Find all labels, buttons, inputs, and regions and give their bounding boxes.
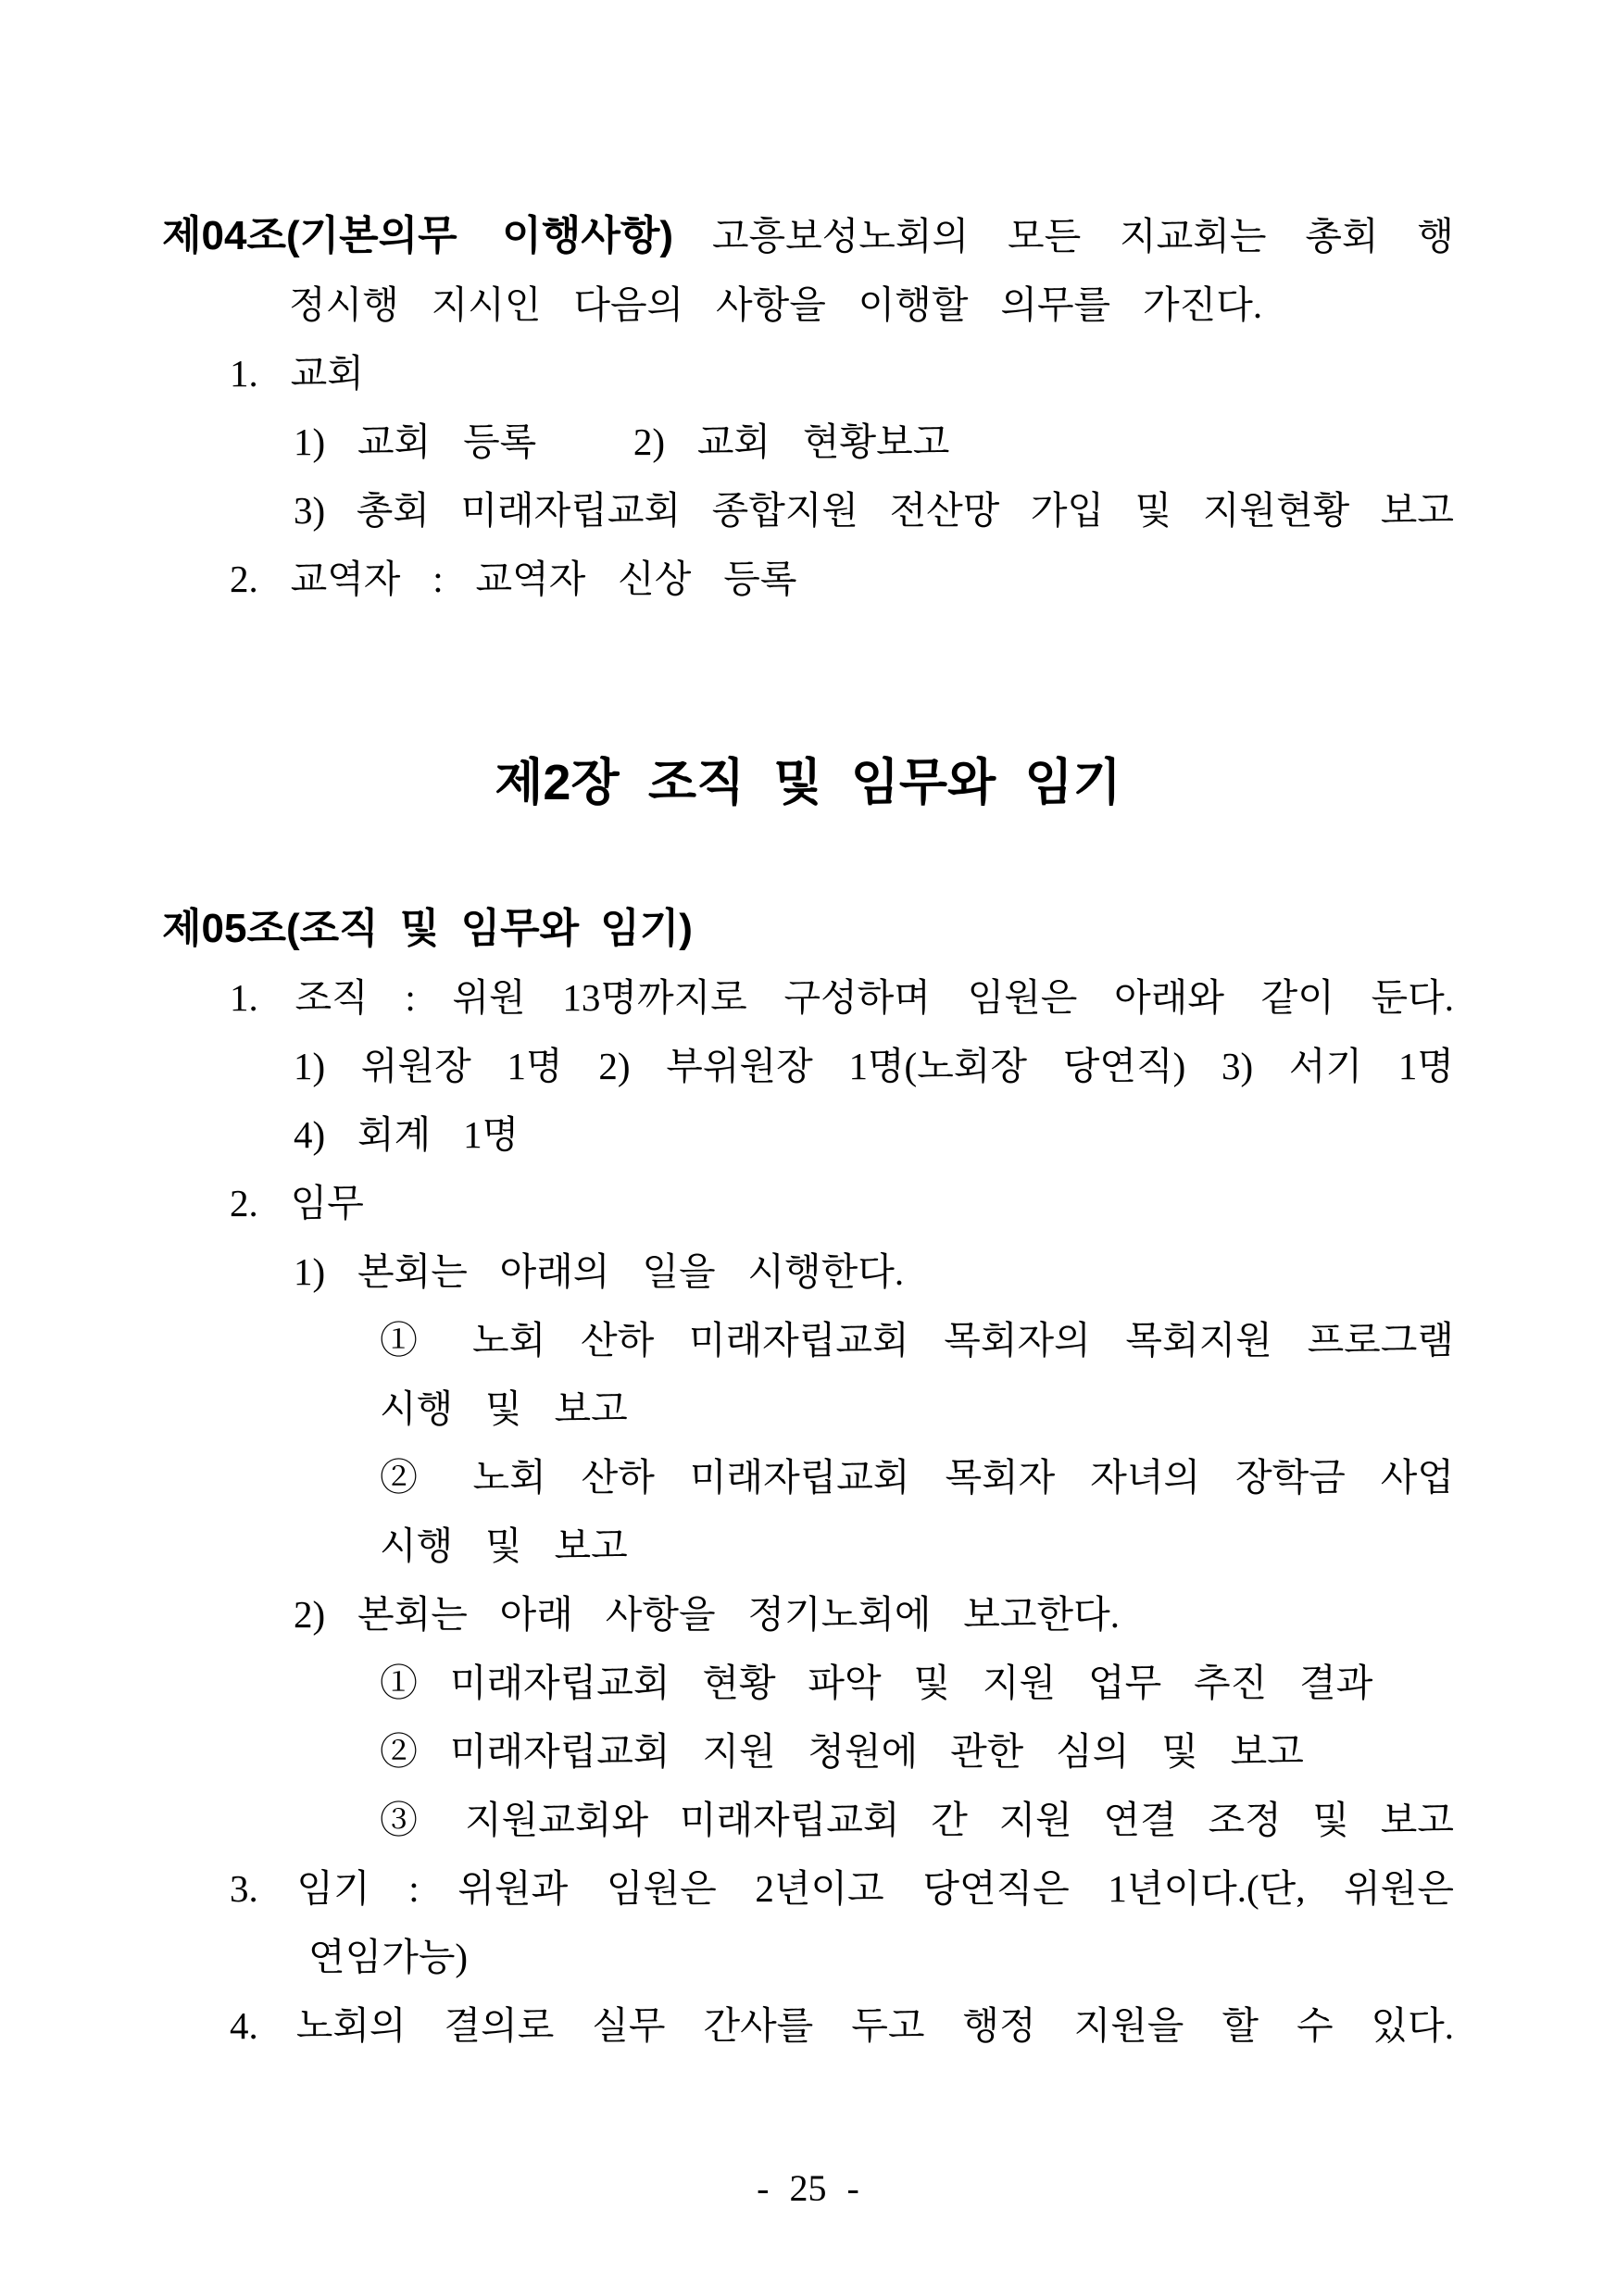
article05-item2-sub2-circle2: ② 미래자립교회 지원 청원에 관한 심의 및 보고 [380,1730,1304,1773]
article05-item2-sub2-circle3: ③ 지원교회와 미래자립교회 간 지원 연결 조정 및 보고 [380,1799,1454,1841]
article05-item2-sub1-circle2-line2: 시행 및 보고 [380,1524,628,1567]
article04-label: 제04조(기본의무 이행사항) [162,213,673,258]
article04-intro-line2: 정시행 지시인 다음의 사항을 이행할 의무를 가진다. [289,283,1263,326]
article05-label: 제05조(조직 및 임무와 임기) [162,906,693,951]
article05-item1: 1. 조직 : 위원 13명까지로 구성하며 임원은 아래와 같이 둔다. [230,976,1454,1019]
article04-item1-sub1-2: 1) 교회 등록 2) 교회 현황보고 [294,420,950,463]
article04-item1-sub3: 3) 총회 미래자립교회 종합지원 전산망 가입 및 지원현황 보고 [294,489,1454,532]
article04-item1: 1. 교회 [230,352,364,395]
article05-item2-sub2: 2) 본회는 아래 사항을 정기노회에 보고한다. [294,1593,1120,1636]
article04-intro-line [162,202,1454,270]
article05-item2-sub1-circle1-line1: ① 노회 산하 미래자립교회 목회자의 목회지원 프로그램 [380,1319,1454,1361]
article05-item1-sub1-3: 1) 위원장 1명 2) 부위원장 1명(노회장 당연직) 3) 서기 1명 [294,1045,1454,1087]
article05-item3-line2: 연임가능) [308,1936,469,1978]
article04-item2: 2. 교역자 : 교역자 신상 등록 [230,558,797,600]
article05-item2-sub2-circle1: ① 미래자립교회 현황 파악 및 지원 업무 추진 결과 [380,1662,1373,1704]
article05-item3-line1: 3. 임기 : 위원과 임원은 2년이고 당연직은 1년이다.(단, 위원은 [230,1867,1454,1910]
chapter2-heading: 제2장 조직 및 임무와 임기 [495,755,1121,810]
article05-item2-sub1-circle2-line1: ② 노회 산하 미래자립교회 목회자 자녀의 장학금 사업 [380,1456,1454,1499]
article05-item2-sub1: 1) 본회는 아래의 일을 시행한다. [294,1250,905,1293]
article04-intro-text: 고흥보성노회의 모든 지교회는 총회 행 [711,215,1455,257]
article05-item4: 4. 노회의 결의로 실무 간사를 두고 행정 지원을 할 수 있다. [230,2004,1454,2047]
page-number: - 25 - [757,2167,859,2209]
article05-item2-sub1-circle1-line2: 시행 및 보고 [380,1387,628,1430]
article05-item1-sub4: 4) 회계 1명 [294,1113,520,1156]
article05-item2: 2. 임무 [230,1182,364,1224]
